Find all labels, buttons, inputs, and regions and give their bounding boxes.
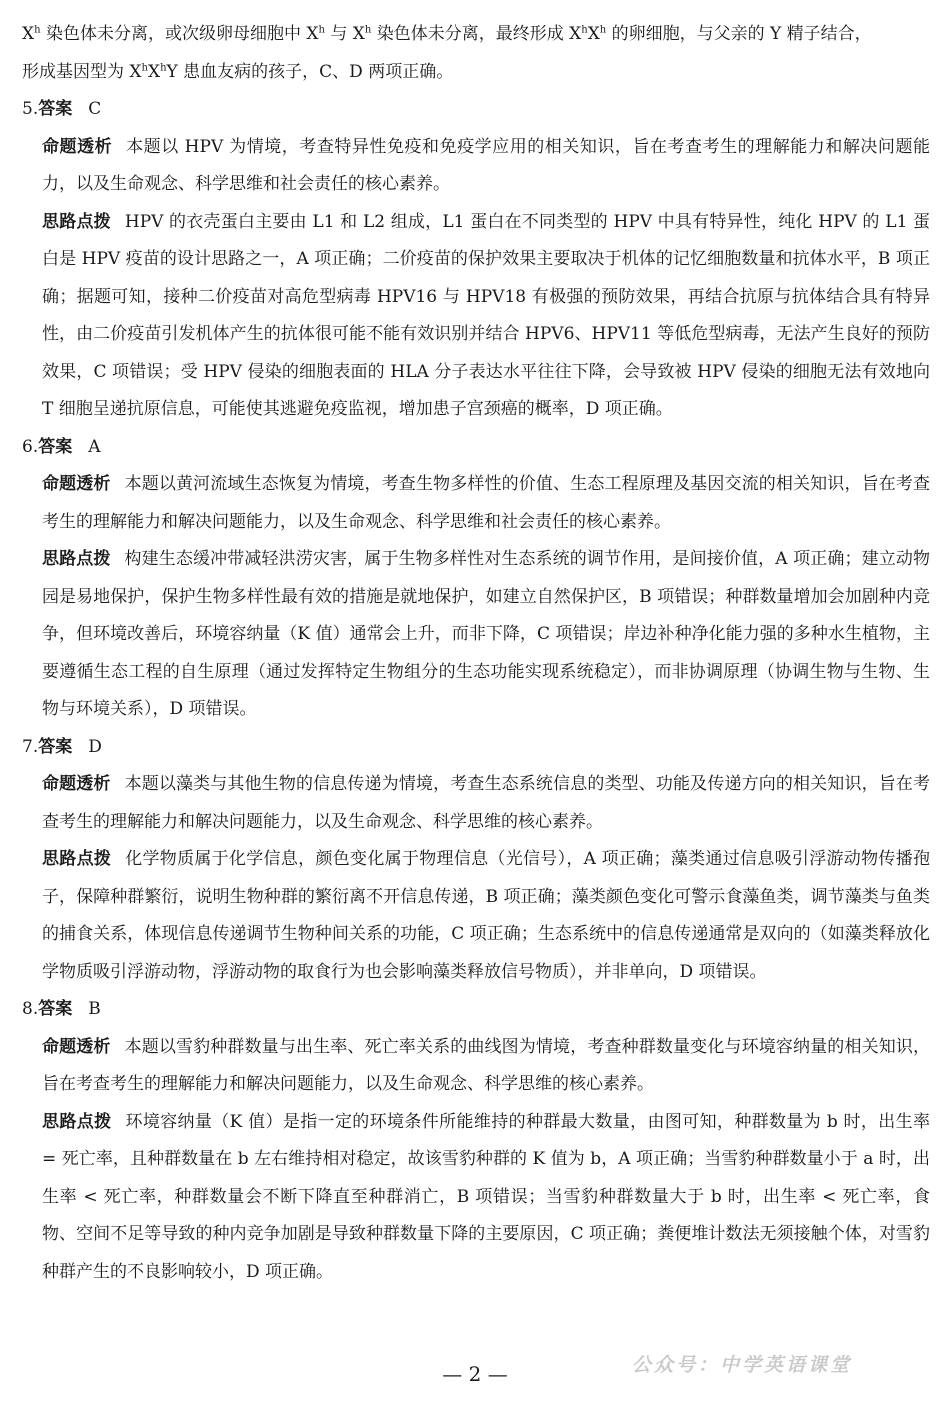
analysis-paragraph (22, 841, 930, 991)
intent-text: 本题以藻类与其他生物的信息传递为情境，考查生态系统信息的类型、功能及传递方向的相关知识，旨在考查考生的理解能力和解决问题能力，以及生命观念、科学思维的核心素养。 (42, 774, 931, 832)
intro-text: 染色体未分离，或次级卵母细胞中 X (40, 24, 319, 44)
intro-line-1 (22, 16, 930, 54)
intent-label: 命题透析 (42, 136, 113, 157)
intro-text: 形成基因型为 X (22, 61, 142, 82)
analysis-text: 构建生态缓冲带减轻洪涝灾害，属于生物多样性对生态系统的调节作用，是间接价值，A 项正确；建立动物园是易地保护，保护生物多样性最有效的措施是就地保护，如建立自然保护区，B 项错误；种群数量增加会加剧种内竞争，但环境改善后，环境容纳量（K 值）通常会上升，而非下降，C 项错误；岸边补种净化能力强的多种水生植物，主要遵循生态工程的自生原理（通过发挥特定生物组分的生态功能实现系统稳定），而非协调原理（协调生物与生物、生物与环境关系），D 项错误。 (42, 549, 931, 719)
analysis-label: 思路点拨 (42, 1111, 112, 1132)
superscript: h (364, 24, 372, 36)
analysis-text: 环境容纳量（K 值）是指一定的环境条件所能维持的种群最大数量，由图可知，种群数量为 b 时，出生率 = 死亡率，且种群数量在 b 左右维持相对稳定，故该雪豹种群的 K 值为 b，A 项正确；当雪豹种群数量小于 a 时，出生率 < 死亡率，种群数量会不断下降直至种群消亡，B 项错误；当雪豹种群数量大于 b 时，出生率 < 死亡率，食物、空间不足等导致的种内竞争加剧是导致种群数量下降的主要原因，C 项正确；粪便堆计数法无须接触个体，对雪豹种群产生的不良影响较小，D 项正确。 (42, 1111, 931, 1282)
analysis-paragraph (22, 541, 930, 729)
analysis-label: 思路点拨 (42, 849, 112, 869)
superscript: h (599, 24, 607, 36)
document-page (22, 16, 930, 1291)
intent-text: 本题以 HPV 为情境，考查特异性免疫和免疫学应用的相关知识，旨在考查考生的理解能力和解决问题能力，以及生命观念、科学思维和社会责任的核心素养。 (42, 136, 930, 194)
question-number: 5. (22, 99, 39, 119)
analysis-text: HPV 的衣壳蛋白主要由 L1 和 L2 组成，L1 蛋白在不同类型的 HPV 中具有特异性，纯化 HPV 的 L1 蛋白是 HPV 疫苗的设计思路之一，A 项正确；二价疫苗的保护效果主要取决于机体的记忆细胞数量和抗体水平，B 项正确；据题可知，接种二价疫苗对高危型病毒 HPV16 与 HPV18 有极强的预防效果，再结合抗原与抗体结合具有特异性，由二价疫苗引发机体产生的抗体很可能不能有效识别并结合 HPV6、HPV11 等低危型病毒，无法产生良好的预防效果，C 项错误；受 HPV 侵染的细胞表面的 HLA 分子表达水平往往下降，会导致被 HPV 侵染的细胞无法有效地向 T 细胞呈递抗原信息，可能使其逃避免疫监视，增加患子宫颈癌的概率，D 项正确。 (42, 211, 931, 419)
superscript: h (318, 24, 325, 36)
answer-label: 答案 (38, 736, 73, 757)
intro-text: 与 X (324, 24, 365, 44)
page-number: — 2 — (442, 1362, 508, 1386)
intent-paragraph (22, 129, 930, 204)
intent-label: 命题透析 (42, 474, 111, 494)
answer-label: 答案 (38, 436, 73, 457)
answer-value: D (88, 736, 102, 757)
superscript: h (160, 61, 167, 73)
analysis-label: 思路点拨 (42, 549, 111, 569)
intent-text: 本题以黄河流域生态恢复为情境，考查生物多样性的价值、生态工程原理及基因交流的相关知识，旨在考查考生的理解能力和解决问题能力，以及生命观念、科学思维和社会责任的核心素养。 (42, 474, 931, 532)
answer-label: 答案 (38, 999, 73, 1019)
watermark: 公众号：中学英语课堂 (632, 1354, 853, 1376)
intro-text: X (587, 24, 600, 44)
answer-value: A (88, 436, 101, 457)
answer-line (22, 729, 930, 767)
question-8 (22, 991, 930, 1291)
answer-line (22, 91, 930, 129)
analysis-label: 思路点拨 (42, 211, 111, 232)
intro-text: X (22, 24, 35, 44)
intent-label: 命题透析 (42, 774, 111, 794)
answer-value: B (88, 999, 101, 1019)
question-number: 8. (22, 999, 39, 1019)
intent-label: 命题透析 (42, 1036, 111, 1057)
answer-value: C (88, 99, 102, 119)
intent-paragraph (22, 1029, 930, 1104)
answer-line (22, 429, 930, 467)
superscript: h (141, 61, 148, 73)
intro-text: 染色体未分离，最终形成 X (371, 24, 582, 44)
question-6 (22, 429, 930, 729)
question-number: 6. (22, 436, 39, 457)
question-5 (22, 91, 930, 429)
intent-paragraph (22, 466, 930, 541)
analysis-text: 化学物质属于化学信息，颜色变化属于物理信息（光信号），A 项正确；藻类通过信息吸引浮游动物传播孢子，保障种群繁衍，说明生物种群的繁衍离不开信息传递，B 项正确；藻类颜色变化可警示食藻鱼类，调节藻类与鱼类的捕食关系，体现信息传递调节生物种间关系的功能，C 项正确；生态系统中的信息传递通常是双向的（如藻类释放化学物质吸引浮游动物，浮游动物的取食行为也会影响藻类释放信号物质），并非单向，D 项错误。 (42, 849, 930, 982)
analysis-paragraph (22, 204, 930, 429)
intro-text: X (147, 61, 161, 82)
answer-label: 答案 (38, 99, 73, 119)
superscript: h (581, 24, 588, 36)
question-number: 7. (22, 736, 39, 757)
intro-text: 的卵细胞，与父亲的 Y 精子结合， (606, 24, 872, 44)
question-7 (22, 729, 930, 992)
superscript: h (34, 24, 41, 36)
intro-text: Y 患血友病的孩子，C、D 两项正确。 (166, 61, 454, 82)
intent-text: 本题以雪豹种群数量与出生率、死亡率关系的曲线图为情境，考查种群数量变化与环境容纳量的相关知识，旨在考查考生的理解能力和解决问题能力，以及生命观念、科学思维的核心素养。 (42, 1036, 931, 1094)
answer-line (22, 991, 930, 1029)
intent-paragraph (22, 766, 930, 841)
analysis-paragraph (22, 1104, 930, 1292)
intro-line-2 (22, 54, 930, 92)
